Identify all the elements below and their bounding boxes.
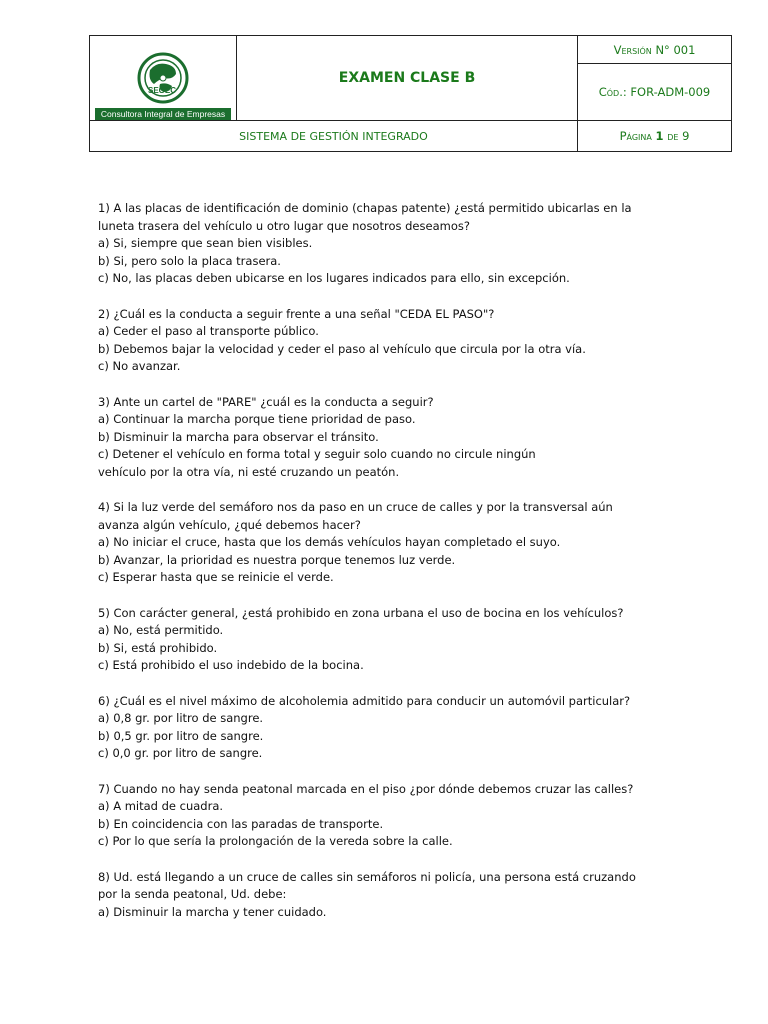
exam-questions	[98, 200, 658, 939]
question-text: avanza algún vehículo, ¿qué debemos hacer?	[98, 517, 361, 532]
question-text: 4) Si la luz verde del semáforo nos da paso en un cruce de calles y por la transversal aún	[98, 500, 613, 515]
page-indicator	[578, 121, 732, 152]
question-text: 1) A las placas de identificación de dominio (chapas patente) ¿está permitido ubicarlas en la	[98, 201, 632, 215]
question-text: 2) ¿Cuál es la conducta a seguir frente a una señal "CEDA EL PASO"?	[98, 306, 495, 321]
question-block	[98, 394, 658, 482]
page-mid: de	[667, 129, 679, 143]
question-block	[98, 605, 658, 675]
logo-banner: Consultora Integral de Empresas	[95, 108, 231, 120]
question-text: 3) Ante un cartel de "PARE" ¿cuál es la conducta a seguir?	[98, 394, 434, 409]
answer-option: c) 0,0 gr. por litro de sangre.	[98, 746, 263, 761]
answer-option: a) Disminuir la marcha y tener cuidado.	[98, 904, 327, 919]
answer-option: c) Por lo que sería la prolongación de la vereda sobre la calle.	[98, 834, 453, 849]
document-code: Cód.: FOR-ADM-009	[578, 64, 732, 121]
answer-option: a) 0,8 gr. por litro de sangre.	[98, 711, 264, 726]
question-text: luneta trasera del vehículo u otro lugar que nosotros deseamos?	[98, 218, 470, 233]
document-title: EXAMEN CLASE B	[237, 36, 578, 121]
question-text: 6) ¿Cuál es el nivel máximo de alcoholemia admitido para conducir un automóvil particular?	[98, 693, 631, 708]
answer-option: c) Detener el vehículo en forma total y seguir solo cuando no circule ningún	[98, 447, 536, 462]
answer-option: a) No, está permitido.	[98, 623, 224, 638]
company-logo	[90, 36, 236, 120]
question-text: por la senda peatonal, Ud. debe:	[98, 887, 287, 902]
answer-option: a) No iniciar el cruce, hasta que los demás vehículos hayan completado el suyo.	[98, 535, 561, 550]
answer-option: a) Continuar la marcha porque tiene prioridad de paso.	[98, 412, 416, 427]
system-name: SISTEMA DE GESTIÓN INTEGRADO	[90, 121, 578, 152]
page-current: 1	[655, 129, 664, 143]
page-total: 9	[682, 129, 690, 143]
answer-option: a) Si, siempre que sean bien visibles.	[98, 236, 313, 251]
answer-option: c) No avanzar.	[98, 359, 181, 374]
answer-option: c) Está prohibido el uso indebido de la bocina.	[98, 658, 364, 673]
question-text: 8) Ud. está llegando a un cruce de calles sin semáforos ni policía, una persona está cruzando	[98, 869, 636, 884]
answer-option: c) Esperar hasta que se reinicie el verde.	[98, 570, 334, 585]
answer-option: b) En coincidencia con las paradas de transporte.	[98, 816, 384, 831]
question-block	[98, 306, 658, 376]
answer-option: b) Si, está prohibido.	[98, 640, 218, 655]
question-block	[98, 781, 658, 851]
logo-cell	[90, 36, 237, 121]
question-block	[98, 499, 658, 587]
answer-option: b) Si, pero solo la placa trasera.	[98, 253, 281, 268]
answer-option: b) 0,5 gr. por litro de sangre.	[98, 728, 264, 743]
answer-option: b) Avanzar, la prioridad es nuestra porque tenemos luz verde.	[98, 552, 456, 567]
answer-option: a) A mitad de cuadra.	[98, 799, 224, 814]
answer-option: c) No, las placas deben ubicarse en los lugares indicados para ello, sin excepción.	[98, 271, 570, 286]
logo-globe-icon	[136, 50, 190, 108]
logo-text: SEGEC	[148, 86, 177, 95]
question-block	[98, 693, 658, 763]
question-text: 5) Con carácter general, ¿está prohibido en zona urbana el uso de bocina en los vehículos?	[98, 605, 624, 620]
answer-option: b) Debemos bajar la velocidad y ceder el paso al vehículo que circula por la otra vía.	[98, 341, 586, 356]
answer-option: a) Ceder el paso al transporte público.	[98, 324, 319, 339]
question-text: 7) Cuando no hay senda peatonal marcada en el piso ¿por dónde debemos cruzar las calles?	[98, 781, 634, 796]
document-header	[89, 35, 732, 152]
answer-option: vehículo por la otra vía, ni esté cruzando un peatón.	[98, 464, 400, 479]
answer-option: b) Disminuir la marcha para observar el tránsito.	[98, 429, 379, 444]
version-label: Versión N° 001	[578, 36, 732, 64]
question-block	[98, 869, 658, 922]
question-block	[98, 200, 658, 288]
page-prefix: Página	[619, 129, 652, 143]
